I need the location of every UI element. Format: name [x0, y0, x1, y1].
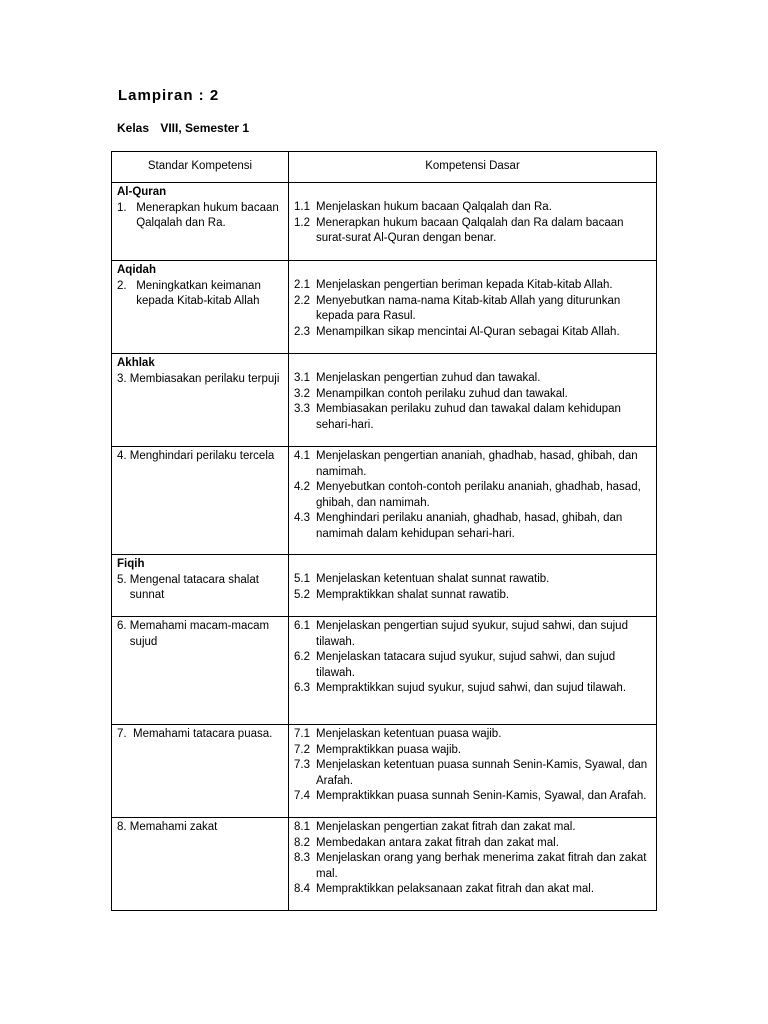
kd-number: 1.1	[294, 201, 310, 213]
kd-text: Mempraktikkan sujud syukur, sujud sahwi, dan sujud tilawah.	[316, 682, 627, 694]
kompetensi-dasar-list	[294, 263, 651, 340]
sk-text: Membiasakan perilaku terpuji	[129, 372, 280, 385]
list-item	[294, 216, 651, 247]
table-row	[112, 183, 657, 261]
kd-text: Membedakan antara zakat fitrah dan zakat mal.	[316, 836, 559, 849]
list-item	[294, 743, 651, 759]
list-item	[294, 681, 651, 697]
kompetensi-dasar-list	[294, 820, 651, 898]
kd-text: Menjelaskan pengertian beriman kepada Kitab-kitab Allah.	[316, 279, 613, 291]
kd-text: Menghindari perilaku ananiah, ghadhab, hasad, ghibah, dan namimah dalam kehidupan sehari-hari.	[316, 512, 623, 540]
kd-text: Menjelaskan pengertian zuhud dan tawakal.	[316, 372, 541, 384]
standar-kompetensi-item	[117, 449, 283, 465]
sk-text: Mengenal tatacara shalat sunnat	[129, 573, 259, 601]
column-header-standar: Standar Kompetensi	[112, 152, 289, 183]
kd-text: Membiasakan perilaku zuhud dan tawakal dalam kehidupan sehari-hari.	[316, 403, 621, 431]
table-row	[112, 261, 657, 354]
list-item	[294, 882, 651, 898]
standar-kompetensi-item	[117, 619, 283, 650]
kompetensi-dasar-cell	[289, 447, 657, 555]
kd-number: 7.4	[294, 790, 310, 802]
kd-number: 6.3	[294, 682, 310, 694]
kd-number: 4.2	[294, 481, 310, 493]
list-item	[294, 371, 651, 387]
kd-number: 4.3	[294, 512, 310, 524]
standar-kompetensi-cell	[112, 818, 289, 911]
table-row	[112, 617, 657, 725]
standar-kompetensi-cell	[112, 725, 289, 818]
kd-number: 7.1	[294, 728, 310, 740]
kompetensi-dasar-list	[294, 619, 651, 697]
standar-kompetensi-cell	[112, 617, 289, 725]
category-heading: Akhlak	[117, 357, 155, 369]
sk-text: Menghindari perilaku tercela	[129, 450, 275, 462]
kd-number: 8.1	[294, 821, 310, 833]
kd-number: 2.1	[294, 279, 310, 291]
kelas-value: VIII, Semester 1	[160, 121, 250, 135]
kd-text: Mempraktikkan puasa wajib.	[316, 743, 462, 756]
kd-text: Menjelaskan pengertian ananiah, ghadhab, hasad, ghibah, dan namimah.	[316, 450, 638, 478]
sk-number: 7.	[117, 728, 133, 740]
kd-number: 7.2	[294, 743, 310, 756]
sk-text: Memahami macam-macam sujud	[129, 620, 270, 648]
kelas-label: Kelas	[117, 121, 150, 135]
list-item	[294, 480, 651, 511]
kompetensi-dasar-cell	[289, 261, 657, 354]
list-item	[294, 789, 651, 805]
kompetensi-dasar-cell	[289, 818, 657, 911]
list-item	[294, 572, 651, 588]
kompetensi-dasar-cell	[289, 354, 657, 447]
kelas-line	[117, 121, 249, 135]
kompetensi-dasar-list	[294, 557, 651, 603]
table-row	[112, 725, 657, 818]
kd-text: Menjelaskan ketentuan puasa sunnah Senin-Kamis, Syawal, dan Arafah.	[316, 759, 648, 787]
list-item	[294, 851, 651, 882]
table-row	[112, 447, 657, 555]
kd-number: 2.3	[294, 325, 310, 338]
kd-number: 6.2	[294, 651, 310, 663]
sk-text: Menerapkan hukum bacaan Qalqalah dan Ra.	[136, 201, 279, 229]
kd-text: Menjelaskan tatacara sujud syukur, sujud sahwi, dan sujud tilawah.	[316, 651, 616, 679]
kd-text: Menerapkan hukum bacaan Qalqalah dan Ra dalam bacaan surat-surat Al-Quran dengan benar.	[316, 216, 624, 244]
kd-text: Menjelaskan orang yang berhak menerima zakat fitrah dan zakat mal.	[316, 852, 647, 880]
list-item	[294, 820, 651, 836]
sk-number: 4.	[117, 450, 130, 462]
kd-text: Menjelaskan hukum bacaan Qalqalah dan Ra.	[316, 201, 552, 213]
standar-kompetensi-item	[117, 372, 283, 388]
standar-kompetensi-item	[117, 573, 283, 604]
kd-number: 8.2	[294, 836, 310, 849]
kd-text: Menjelaskan ketentuan shalat sunnat rawatib.	[316, 573, 550, 585]
list-item	[294, 588, 651, 604]
sk-number: 1.	[117, 201, 137, 214]
sk-number: 2.	[117, 279, 137, 292]
kd-text: Mempraktikkan shalat sunnat rawatib.	[316, 588, 510, 601]
standar-kompetensi-item	[117, 201, 283, 232]
kd-text: Menampilkan sikap mencintai Al-Quran sebagai Kitab Allah.	[316, 325, 620, 338]
kd-text: Menyebutkan nama-nama Kitab-kitab Allah yang diturunkan kepada para Rasul.	[316, 294, 621, 322]
kd-text: Menampilkan contoh perilaku zuhud dan tawakal.	[316, 387, 568, 400]
table-header-row	[112, 152, 657, 183]
kd-number: 8.3	[294, 852, 310, 864]
sk-text: Memahami zakat	[129, 821, 218, 833]
category-heading: Aqidah	[117, 264, 156, 276]
sk-number: 8.	[117, 821, 130, 833]
kd-number: 2.2	[294, 294, 310, 307]
standar-kompetensi-item	[117, 820, 283, 836]
kd-text: Menyebutkan contoh-contoh perilaku ananiah, ghadhab, hasad, ghibah, dan namimah.	[316, 481, 641, 509]
list-item	[294, 727, 651, 743]
kd-number: 7.3	[294, 759, 310, 771]
sk-text: Meningkatkan keimanan kepada Kitab-kitab Allah	[136, 279, 261, 307]
list-item	[294, 294, 651, 325]
kd-number: 3.1	[294, 372, 310, 384]
standar-kompetensi-cell	[112, 555, 289, 617]
kd-number: 5.2	[294, 588, 310, 601]
competency-table	[111, 151, 657, 911]
list-item	[294, 511, 651, 542]
category-heading: Al-Quran	[117, 186, 167, 198]
page-title: Lampiran : 2	[118, 87, 220, 104]
list-item	[294, 758, 651, 789]
sk-number: 5.	[117, 573, 130, 586]
list-item	[294, 200, 651, 216]
kd-number: 1.2	[294, 216, 310, 229]
kd-text: Mempraktikkan puasa sunnah Senin-Kamis, Syawal, dan Arafah.	[316, 790, 647, 802]
list-item	[294, 619, 651, 650]
kd-text: Menjelaskan ketentuan puasa wajib.	[316, 728, 502, 740]
kd-number: 3.2	[294, 387, 310, 400]
kd-text: Mempraktikkan pelaksanaan zakat fitrah dan akat mal.	[316, 883, 595, 895]
kompetensi-dasar-list	[294, 449, 651, 542]
table-row	[112, 818, 657, 911]
kompetensi-dasar-cell	[289, 555, 657, 617]
table-row	[112, 354, 657, 447]
list-item	[294, 402, 651, 433]
standar-kompetensi-cell	[112, 354, 289, 447]
sk-text: Memahami tatacara puasa.	[132, 728, 273, 740]
kd-text: Menjelaskan pengertian zakat fitrah dan zakat mal.	[316, 821, 576, 833]
kd-number: 3.3	[294, 403, 310, 415]
kd-number: 6.1	[294, 620, 310, 632]
kompetensi-dasar-cell	[289, 617, 657, 725]
list-item	[294, 836, 651, 852]
kompetensi-dasar-cell	[289, 725, 657, 818]
kd-text: Menjelaskan pengertian sujud syukur, sujud sahwi, dan sujud tilawah.	[316, 620, 628, 648]
table-row	[112, 555, 657, 617]
standar-kompetensi-cell	[112, 261, 289, 354]
category-heading: Fiqih	[117, 558, 145, 570]
column-header-kompetensi: Kompetensi Dasar	[289, 152, 657, 183]
list-item	[294, 650, 651, 681]
kd-number: 4.1	[294, 450, 310, 462]
list-item	[294, 449, 651, 480]
sk-number: 3.	[117, 372, 130, 385]
standar-kompetensi-item	[117, 279, 283, 310]
standar-kompetensi-cell	[112, 183, 289, 261]
standar-kompetensi-item	[117, 727, 283, 743]
kompetensi-dasar-list	[294, 356, 651, 433]
list-item	[294, 278, 651, 294]
list-item	[294, 325, 651, 341]
kompetensi-dasar-cell	[289, 183, 657, 261]
standar-kompetensi-cell	[112, 447, 289, 555]
kompetensi-dasar-list	[294, 185, 651, 247]
list-item	[294, 387, 651, 403]
kd-number: 5.1	[294, 573, 310, 585]
sk-number: 6.	[117, 620, 130, 632]
kompetensi-dasar-list	[294, 727, 651, 805]
kd-number: 8.4	[294, 883, 310, 895]
